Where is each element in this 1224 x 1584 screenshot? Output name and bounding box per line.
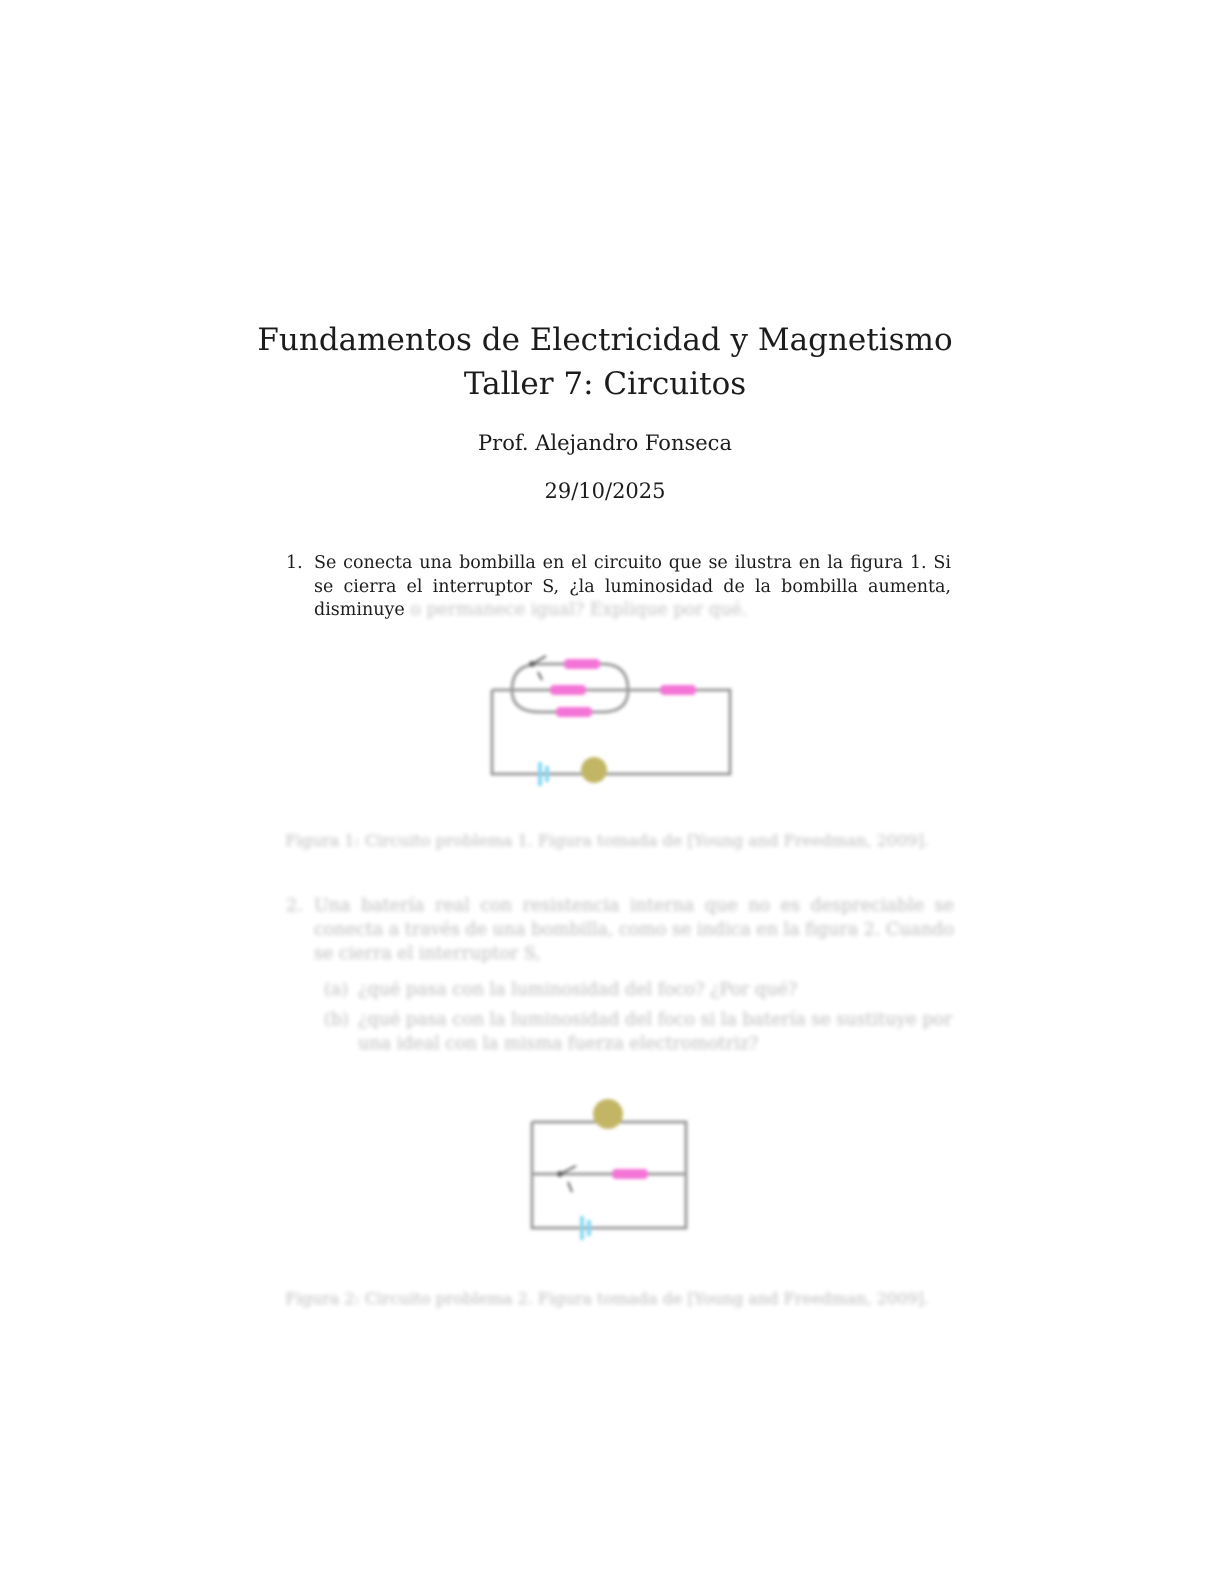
resistor-top: [564, 659, 600, 669]
subitem-b: [324, 1008, 954, 1056]
outer-loop-wire: [492, 690, 730, 774]
subitem-label: (a): [324, 980, 349, 1000]
question-text-faded: o permanece igual? Explique por qué.: [410, 600, 748, 620]
question-1: [286, 552, 951, 623]
question-text-visible: Se conecta una bombilla en el circuito que se ilustra en la figura 1. Si se cierra el interruptor S, ¿la luminosidad de la bombilla aumenta, disminuye: [314, 553, 951, 620]
subitem-text: ¿qué pasa con la luminosidad del foco si la batería se sustituye por una ideal con la misma fuerza electromotriz?: [358, 1010, 953, 1054]
resistor-bottom: [556, 707, 592, 717]
question-text: [314, 552, 951, 623]
title-line-2: Taller 7: Circuitos: [463, 366, 747, 402]
figure-1-caption: Figura 1: Circuito problema 1. Figura tomada de [Young and Freedman, 2009].: [285, 831, 929, 850]
question-number: 2.: [286, 896, 303, 916]
subitem-a: [324, 978, 954, 1002]
date: 29/10/2025: [544, 479, 666, 503]
figure-2-circuit: [520, 1094, 696, 1240]
switch-symbol: [558, 1166, 576, 1192]
bulb-icon: [581, 757, 607, 783]
author: Prof. Alejandro Fonseca: [478, 431, 732, 455]
resistor: [612, 1169, 648, 1179]
title-line-1: Fundamentos de Electricidad y Magnetismo: [257, 322, 953, 358]
question-number: 1.: [286, 553, 303, 573]
subitem-label: (b): [324, 1010, 349, 1030]
figure-2-caption: Figura 2: Circuito problema 2. Figura tomada de [Young and Freedman, 2009].: [285, 1289, 929, 1308]
resistor-right: [660, 685, 696, 695]
question-text: Una batería real con resistencia interna que no es despreciable se conecta a través de una bombilla, como se indica en la figura 2. Cuando se cierra el interruptor S,: [314, 896, 954, 964]
bulb-icon: [593, 1099, 623, 1129]
figure-1-circuit: [480, 650, 742, 790]
subitem-text: ¿qué pasa con la luminosidad del foco? ¿Por qué?: [358, 980, 798, 1000]
document-title: [0, 318, 1210, 406]
question-2: [286, 894, 954, 1056]
switch-symbol: [530, 656, 546, 680]
resistor-middle: [550, 685, 586, 695]
